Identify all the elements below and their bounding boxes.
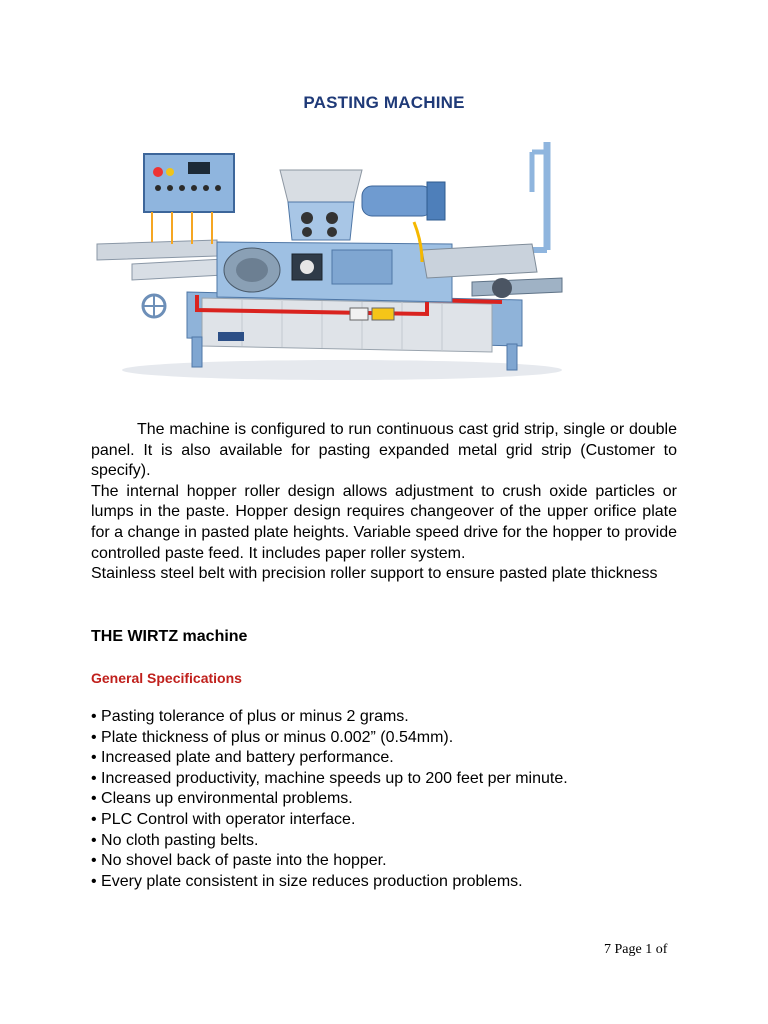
paragraph-1: The machine is configured to run continuous cast grid strip, single or double panel. It is also available for pasting expanded metal grid strip (Customer to specify). bbox=[91, 421, 677, 480]
page-title: PASTING MACHINE bbox=[303, 93, 465, 112]
machine-illustration bbox=[92, 132, 572, 392]
spec-item: • Cleans up environmental problems. bbox=[91, 790, 353, 808]
spec-item: • Increased plate and battery performance. bbox=[91, 749, 394, 767]
spec-item: • Increased productivity, machine speeds up to 200 feet per minute. bbox=[91, 769, 568, 787]
spec-list bbox=[91, 707, 691, 892]
paragraph-3: Stainless steel belt with precision roller support to ensure pasted plate thickness bbox=[91, 565, 658, 583]
description-text bbox=[91, 420, 677, 585]
spec-heading: General Specifications bbox=[91, 670, 242, 686]
page-footer: 7 Page 1 of bbox=[604, 942, 668, 957]
paragraph-2: The internal hopper roller design allows adjustment to crush oxide particles or lumps in the paste. Hopper design requires changeover of the upper orifice plate for a change in pasted plate heights. Variable speed drive for the hopper to provide controlled paste feed. It includes paper roller system. bbox=[91, 482, 677, 562]
spec-item: • Every plate consistent in size reduces production problems. bbox=[91, 872, 523, 890]
spec-item: • No cloth pasting belts. bbox=[91, 831, 259, 849]
section-heading: THE WIRTZ machine bbox=[91, 628, 248, 645]
spec-item: • Pasting tolerance of plus or minus 2 grams. bbox=[91, 708, 409, 725]
spec-item: • Plate thickness of plus or minus 0.002” (0.54mm). bbox=[91, 728, 454, 746]
spec-item: • No shovel back of paste into the hopper. bbox=[91, 852, 387, 870]
spec-item: • PLC Control with operator interface. bbox=[91, 810, 356, 828]
pasting-machine-photo bbox=[92, 132, 572, 392]
